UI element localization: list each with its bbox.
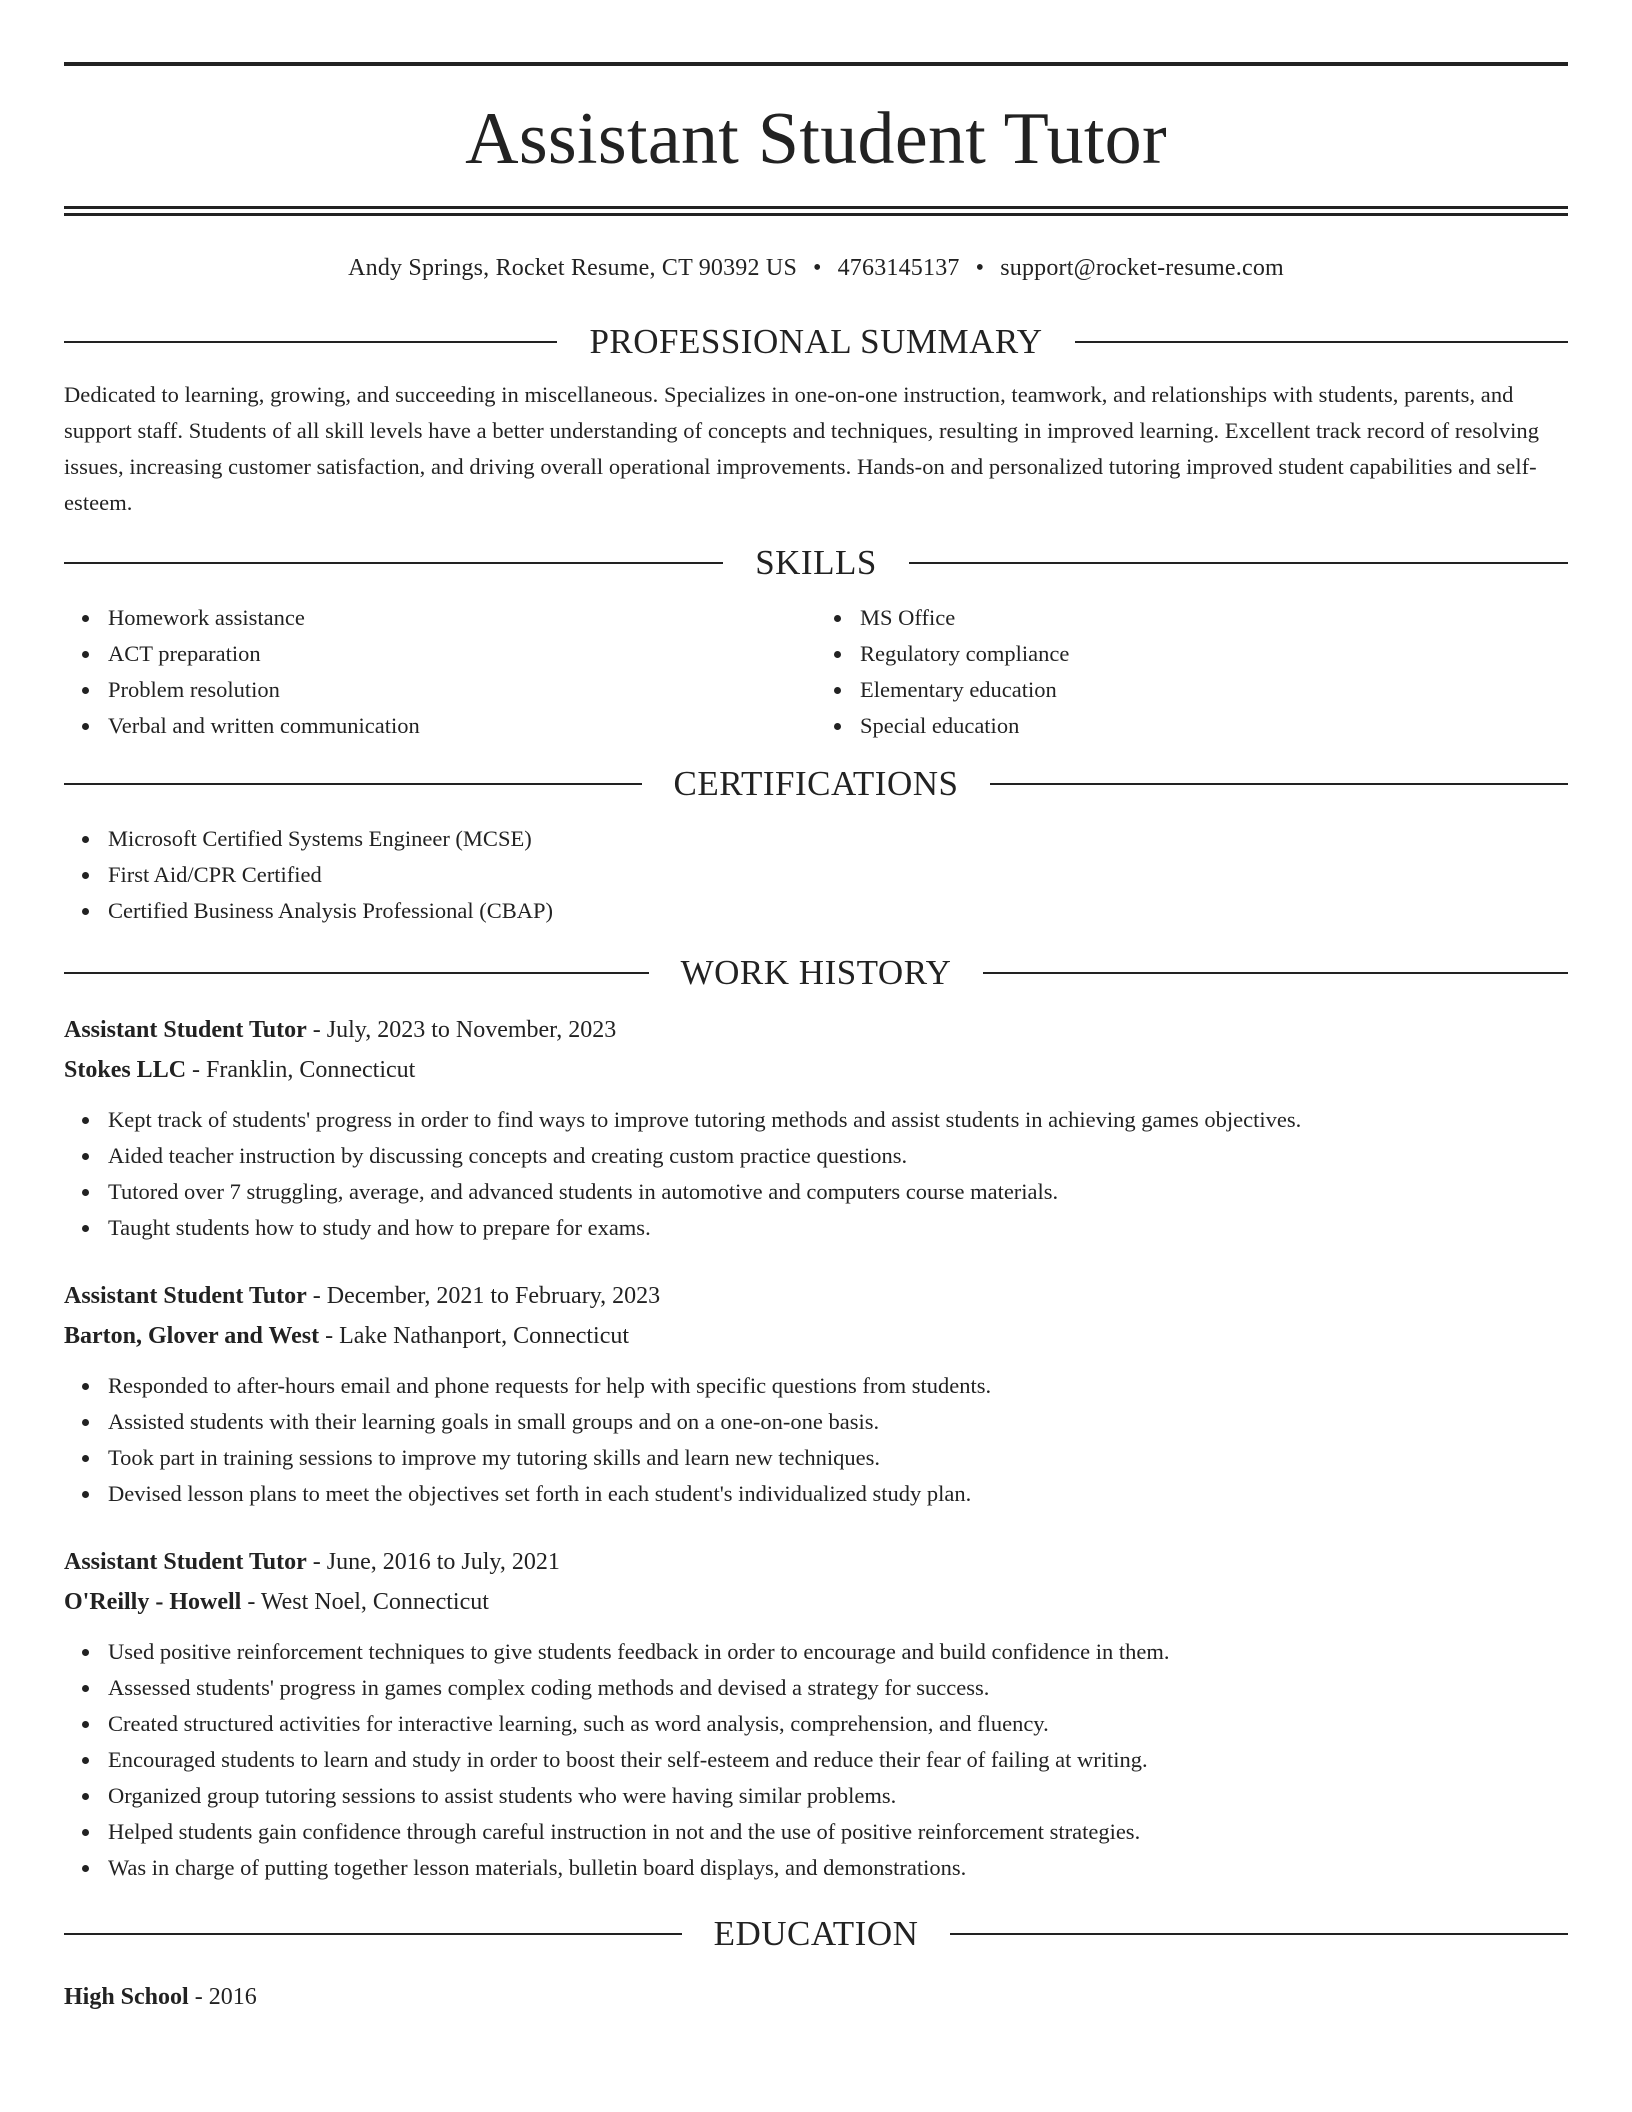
section-title: CERTIFICATIONS: [673, 764, 959, 803]
job-company: Stokes LLC: [64, 1057, 187, 1083]
skill-item: Special education: [860, 708, 1568, 744]
job-title: Assistant Student Tutor: [64, 1017, 307, 1043]
duty-item: Assisted students with their learning goals in small groups and on a one-on-one basis.: [108, 1404, 1568, 1440]
section-heading-summary: [64, 324, 1568, 359]
summary-paragraph: Dedicated to learning, growing, and succeeding in miscellaneous. Specializes in one-on-one instruction, teamwork, and relationships with students, parents, and support staff. Students of all skill levels have a better understanding of concepts and techniques, resulting in improved learning. Excellent track record of resolving issues, increasing customer satisfaction, and driving overall operational improvements. Hands-on and personalized tutoring improved student capabilities and self-esteem.: [64, 382, 1540, 515]
duty-item: Assessed students' progress in games complex coding methods and devised a strategy for success.: [108, 1670, 1568, 1706]
job-location: - Franklin, Connecticut: [186, 1057, 416, 1083]
education-entry: [64, 1977, 1568, 2017]
certification-item: Certified Business Analysis Professional (CBAP): [108, 893, 1568, 929]
skills-column-right: [816, 600, 1568, 744]
skills-list-left: [64, 600, 816, 744]
heading-rule: [983, 972, 1568, 974]
duty-item: Organized group tutoring sessions to assist students who were having similar problems.: [108, 1778, 1568, 1814]
heading-rule: [990, 783, 1568, 785]
duty-item: Helped students gain confidence through careful instruction in not and the use of positive reinforcement strategies.: [108, 1814, 1568, 1850]
job-title-line: [64, 1542, 1568, 1582]
heading-rule: [64, 341, 557, 343]
job-company: O'Reilly - Howell: [64, 1589, 242, 1615]
skill-item: Verbal and written communication: [108, 708, 816, 744]
job-entry: [64, 1276, 1568, 1512]
job-duties: [64, 1634, 1568, 1886]
duty-item: Encouraged students to learn and study in order to boost their self-esteem and reduce their fear of failing at writing.: [108, 1742, 1568, 1778]
job-title: Assistant Student Tutor: [64, 1283, 307, 1309]
section-heading-education: [64, 1916, 1568, 1951]
heading-rule: [64, 562, 723, 564]
duty-item: Responded to after-hours email and phone requests for help with specific questions from students.: [108, 1368, 1568, 1404]
skill-item: MS Office: [860, 600, 1568, 636]
contact-separator: •: [975, 255, 985, 281]
heading-rule: [950, 1933, 1568, 1935]
job-dates: - December, 2021 to February, 2023: [306, 1283, 661, 1309]
job-duties: [64, 1102, 1568, 1246]
job-company-line: [64, 1316, 1568, 1356]
section-title: PROFESSIONAL SUMMARY: [589, 322, 1043, 361]
heading-rule: [1075, 341, 1568, 343]
section-title: WORK HISTORY: [680, 953, 952, 992]
job-title-line: [64, 1010, 1568, 1050]
title-double-rule: [64, 206, 1568, 209]
skills-grid: [64, 600, 1568, 744]
duty-item: Aided teacher instruction by discussing concepts and creating custom practice questions.: [108, 1138, 1568, 1174]
duty-item: Kept track of students' progress in order to find ways to improve tutoring methods and assist students in achieving games objectives.: [108, 1102, 1568, 1138]
job-title-line: [64, 1276, 1568, 1316]
heading-rule: [64, 1933, 682, 1935]
contact-line: [64, 255, 1568, 282]
contact-address: Andy Springs, Rocket Resume, CT 90392 US: [348, 255, 797, 281]
duty-item: Taught students how to study and how to prepare for exams.: [108, 1210, 1568, 1246]
duty-item: Devised lesson plans to meet the objectives set forth in each student's individualized study plan.: [108, 1476, 1568, 1512]
job-entry: [64, 1542, 1568, 1886]
duty-item: Took part in training sessions to improve my tutoring skills and learn new techniques.: [108, 1440, 1568, 1476]
job-duties: [64, 1368, 1568, 1512]
contact-phone: 4763145137: [837, 255, 960, 281]
skill-item: Homework assistance: [108, 600, 816, 636]
section-title: SKILLS: [755, 543, 877, 582]
skills-list-right: [816, 600, 1568, 744]
heading-rule: [64, 783, 642, 785]
duty-item: Tutored over 7 struggling, average, and advanced students in automotive and computers course materials.: [108, 1174, 1568, 1210]
skill-item: Elementary education: [860, 672, 1568, 708]
skill-item: Regulatory compliance: [860, 636, 1568, 672]
duty-item: Used positive reinforcement techniques to give students feedback in order to encourage and build confidence in them.: [108, 1634, 1568, 1670]
certification-item: Microsoft Certified Systems Engineer (MCSE): [108, 821, 1568, 857]
education-year: - 2016: [188, 1984, 257, 2010]
job-company-line: [64, 1050, 1568, 1090]
section-heading-certifications: [64, 766, 1568, 801]
job-entry: [64, 1010, 1568, 1246]
education-degree: High School: [64, 1984, 189, 2010]
job-company: Barton, Glover and West: [64, 1323, 320, 1349]
job-company-line: [64, 1582, 1568, 1622]
skills-column-left: [64, 600, 816, 744]
skill-item: ACT preparation: [108, 636, 816, 672]
job-dates: - June, 2016 to July, 2021: [306, 1549, 560, 1575]
job-location: - West Noel, Connecticut: [241, 1589, 489, 1615]
heading-rule: [64, 972, 649, 974]
resume-title: Assistant Student Tutor: [465, 98, 1167, 180]
section-heading-work-history: [64, 955, 1568, 990]
job-location: - Lake Nathanport, Connecticut: [319, 1323, 630, 1349]
duty-item: Was in charge of putting together lesson materials, bulletin board displays, and demonstrations.: [108, 1850, 1568, 1886]
certification-item: First Aid/CPR Certified: [108, 857, 1568, 893]
section-title: EDUCATION: [713, 1914, 919, 1953]
section-heading-skills: [64, 545, 1568, 580]
job-dates: - July, 2023 to November, 2023: [306, 1017, 617, 1043]
certifications-list: [64, 821, 1568, 929]
contact-separator: •: [813, 255, 822, 281]
heading-rule: [909, 562, 1568, 564]
job-title: Assistant Student Tutor: [64, 1549, 307, 1575]
duty-item: Created structured activities for interactive learning, such as word analysis, comprehension, and fluency.: [108, 1706, 1568, 1742]
contact-email: support@rocket-resume.com: [1000, 255, 1284, 281]
skill-item: Problem resolution: [108, 672, 816, 708]
top-rule: [64, 62, 1568, 66]
